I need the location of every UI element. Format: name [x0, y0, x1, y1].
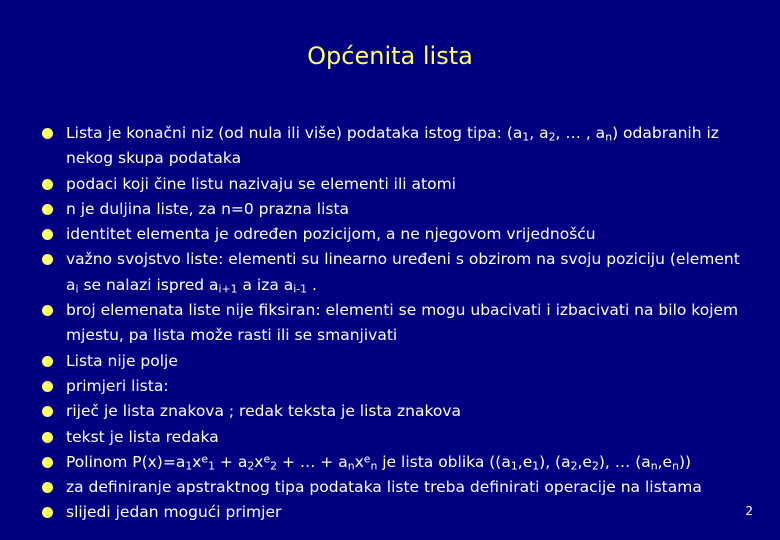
bullet-text: [66, 352, 178, 370]
text-fragment: x: [254, 452, 264, 471]
bullet-text: [66, 453, 691, 471]
subscript-text: 2: [247, 459, 255, 473]
text-fragment: ) odabranih iz nekog skupa podataka: [66, 124, 719, 168]
text-fragment: je lista oblika ((a: [377, 452, 511, 471]
subscript-text: 2: [270, 459, 278, 473]
subscript-text: 2: [548, 130, 556, 144]
text-fragment: tekst je lista redaka: [66, 427, 219, 446]
subscript-text: 1: [185, 459, 193, 473]
bullet-dot-icon: [42, 507, 53, 518]
bullet-item: [40, 500, 740, 525]
superscript-text: e: [201, 452, 209, 466]
subscript-text: n: [605, 130, 613, 144]
text-fragment: podaci koji čine listu nazivaju se elementi ili atomi: [66, 174, 456, 193]
subscript-text: n: [370, 459, 378, 473]
bullet-text: [66, 225, 596, 243]
bullet-dot-icon: [42, 406, 53, 417]
bullet-item: [40, 222, 740, 247]
bullet-text: [66, 250, 740, 296]
text-fragment: riječ je lista znakova ; redak teksta je lista znakova: [66, 402, 462, 421]
text-fragment: + a: [215, 452, 248, 471]
text-fragment: ,e: [517, 452, 533, 471]
bullet-list: [40, 121, 740, 526]
bullet-dot-icon: [42, 254, 53, 265]
text-fragment: ,e: [657, 452, 673, 471]
text-fragment: se nalazi ispred a: [78, 275, 219, 294]
slide-title: Općenita lista: [307, 42, 473, 70]
text-fragment: x: [192, 452, 202, 471]
text-fragment: primjeri lista:: [66, 376, 169, 395]
bullet-item: [40, 298, 740, 349]
bullet-text: [66, 175, 456, 193]
text-fragment: Polinom P(x)=a: [66, 452, 186, 471]
bullet-text: [66, 402, 461, 420]
bullet-text: [66, 503, 281, 521]
text-fragment: a iza a: [237, 275, 294, 294]
bullet-item: [40, 121, 740, 172]
text-fragment: x: [354, 452, 364, 471]
bullet-item: [40, 374, 740, 399]
text-fragment: slijedi jedan mogući primjer: [66, 503, 282, 522]
subscript-text: 1: [532, 459, 540, 473]
text-fragment: Lista nije polje: [66, 351, 178, 370]
bullet-dot-icon: [42, 432, 53, 443]
bullet-dot-icon: [42, 229, 53, 240]
subscript-text: 1: [522, 130, 530, 144]
subscript-text: i-1: [293, 282, 308, 296]
text-fragment: za definiranje apstraktnog tipa podataka liste treba definirati operacije na listama: [66, 478, 702, 497]
bullet-item: [40, 475, 740, 500]
bullet-item: [40, 172, 740, 197]
bullet-text: [66, 200, 349, 218]
bullet-dot-icon: [42, 457, 53, 468]
bullet-dot-icon: [42, 128, 53, 139]
subscript-text: 1: [510, 459, 518, 473]
bullet-dot-icon: [42, 381, 53, 392]
superscript-text: e: [363, 452, 371, 466]
text-fragment: n je duljina liste, za n=0 prazna lista: [66, 199, 350, 218]
subscript-text: 1: [208, 459, 215, 473]
subscript-text: 2: [570, 459, 578, 473]
bullet-dot-icon: [42, 305, 53, 316]
text-fragment: ), (a: [539, 452, 571, 471]
subscript-text: n: [650, 459, 658, 473]
page-number: 2: [745, 504, 753, 518]
bullet-item: [40, 450, 740, 475]
text-fragment: , … , a: [555, 124, 606, 142]
text-fragment: ), … (a: [598, 452, 651, 471]
subscript-text: n: [347, 459, 355, 473]
bullet-text: [66, 124, 719, 167]
superscript-text: e: [263, 452, 271, 466]
bullet-text: [66, 478, 702, 496]
subscript-text: i: [75, 282, 79, 296]
text-fragment: važno svojstvo liste: elementi su linearno uređeni s obzirom na svoju poziciju (element a: [66, 250, 740, 294]
bullet-item: [40, 349, 740, 374]
bullet-text: [66, 377, 169, 395]
text-fragment: .: [307, 275, 317, 294]
text-fragment: identitet elementa je određen pozicijom, a ne njegovom vrijednošću: [66, 225, 596, 244]
text-fragment: broj elemenata liste nije fiksiran: elementi se mogu ubacivati i izbacivati na bilo kojem mjestu, pa lista može rasti ili se smanjivati: [66, 301, 739, 345]
bullet-item: [40, 425, 740, 450]
subscript-text: 2: [591, 459, 599, 473]
text-fragment: , a: [529, 124, 549, 142]
bullet-text: [66, 301, 738, 344]
subscript-text: n: [672, 459, 679, 473]
bullet-text: [66, 428, 219, 446]
bullet-dot-icon: [42, 179, 53, 190]
text-fragment: )): [678, 452, 692, 471]
text-fragment: ,e: [577, 452, 592, 471]
bullet-dot-icon: [42, 356, 53, 367]
subscript-text: i+1: [218, 282, 238, 296]
bullet-item: [40, 247, 740, 298]
bullet-item: [40, 197, 740, 222]
bullet-dot-icon: [42, 482, 53, 493]
text-fragment: Lista je konačni niz (od nula ili više) podataka istog tipa: (a: [66, 124, 523, 142]
bullet-dot-icon: [42, 204, 53, 215]
bullet-item: [40, 399, 740, 424]
text-fragment: + … + a: [277, 452, 348, 471]
